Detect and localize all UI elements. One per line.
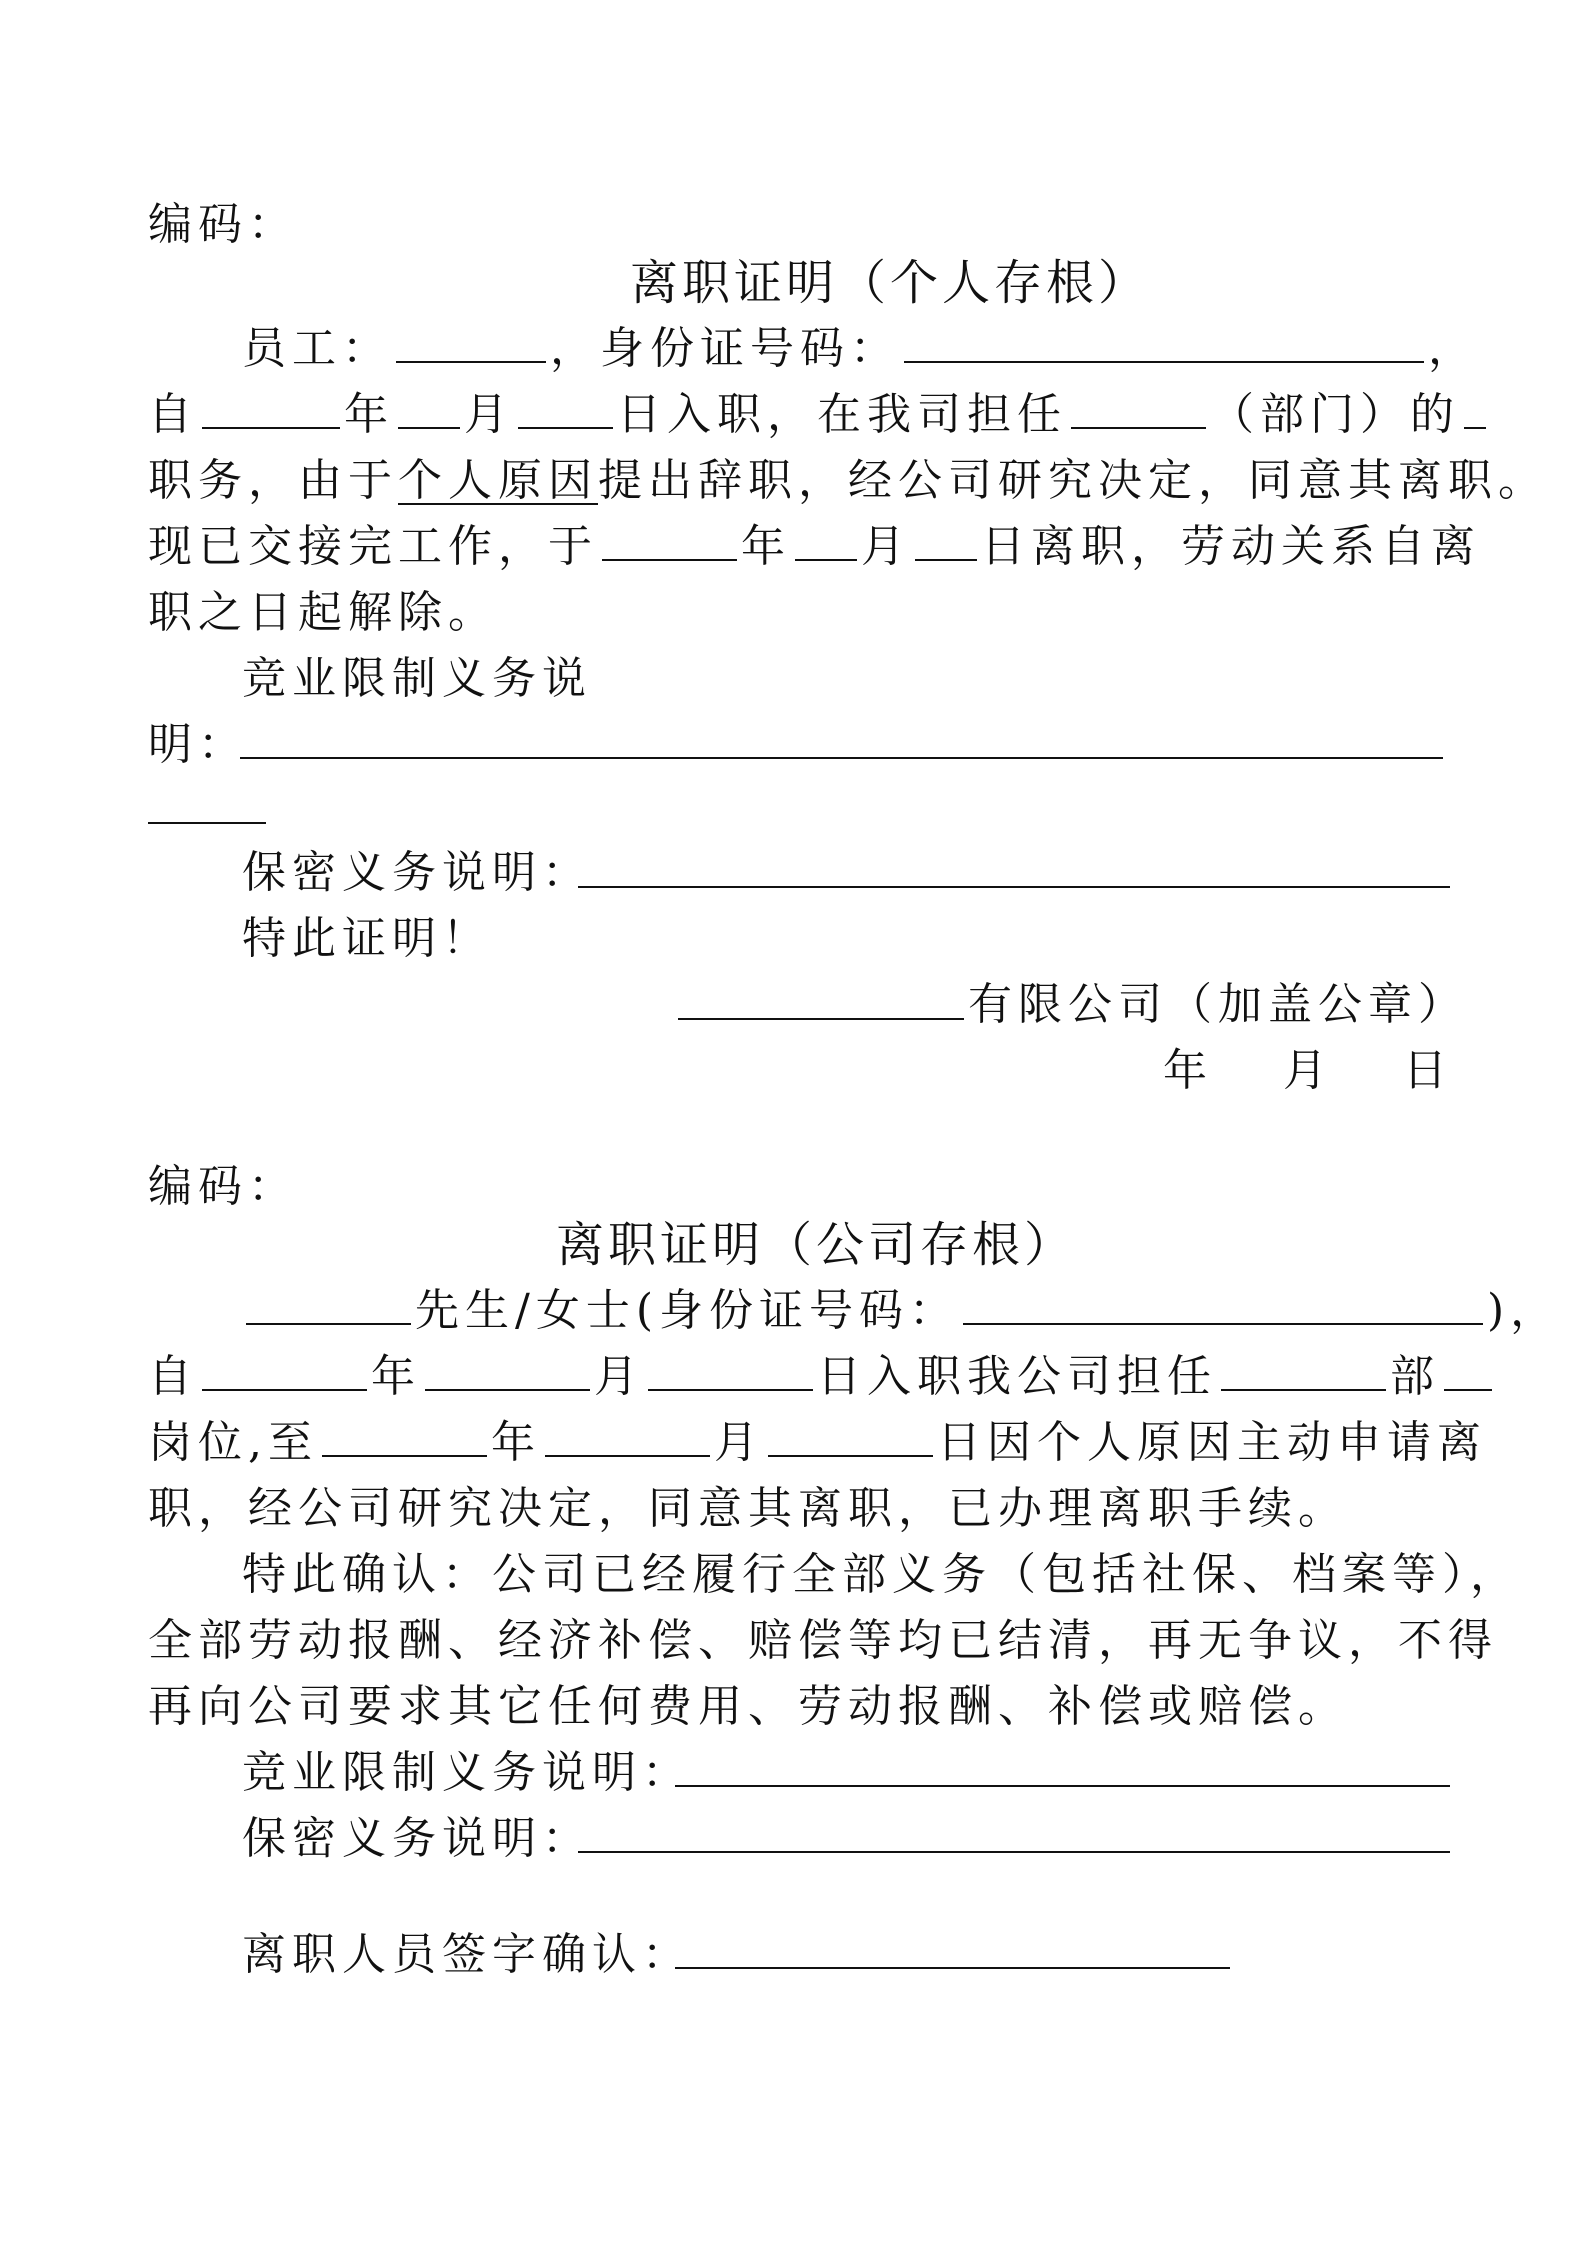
stub2-line5: 特此确认：公司已经履行全部义务（包括社保、档案等）， bbox=[242, 1549, 1520, 1600]
stub2-leave-text: 日因个人原因主动申请离 bbox=[937, 1417, 1487, 1468]
stub1-date-month: 月 bbox=[1283, 1045, 1333, 1096]
stub2-department-blank[interactable] bbox=[1221, 1349, 1386, 1391]
leave-day-blank[interactable] bbox=[915, 519, 977, 561]
stub1-dept-label: （部门）的 bbox=[1210, 389, 1460, 440]
stub2-title-sub: （公司存根） bbox=[764, 1217, 1077, 1273]
stub1-leave-year-label: 年 bbox=[741, 521, 791, 572]
join-year-blank[interactable] bbox=[202, 387, 340, 429]
stub2-post-label: 岗位,至 bbox=[148, 1417, 318, 1468]
stub1-year-label: 年 bbox=[344, 389, 394, 440]
stub1-date-year: 年 bbox=[1163, 1045, 1213, 1096]
stub2-noncompete-label: 竞业限制义务说明： bbox=[242, 1747, 692, 1798]
stub2-title bbox=[556, 1215, 1076, 1275]
noncompete-blank-1[interactable] bbox=[240, 757, 1443, 759]
stub1-line4 bbox=[148, 517, 1481, 577]
stub1-duty-label: 职务，由于 bbox=[148, 455, 398, 506]
stub1-leave-month-label: 月 bbox=[861, 521, 911, 572]
stub2-month-label: 月 bbox=[594, 1351, 644, 1402]
stub2-confidentiality-label: 保密义务说明： bbox=[242, 1813, 592, 1864]
stub2-join-text: 日入职我公司担任 bbox=[817, 1351, 1217, 1402]
join-day-blank[interactable] bbox=[518, 387, 613, 429]
id-number-blank[interactable] bbox=[904, 321, 1424, 363]
stub2-line2 bbox=[148, 1347, 1496, 1407]
stub2-line4: 职，经公司研究决定，同意其离职，已办理离职手续。 bbox=[148, 1483, 1348, 1534]
stub1-title bbox=[630, 253, 1150, 313]
stub2-line6: 全部劳动报酬、经济补偿、赔偿等均已结清，再无争议，不得 bbox=[148, 1615, 1498, 1666]
leave-month-blank[interactable] bbox=[795, 519, 857, 561]
stub2-close-paren: )， bbox=[1487, 1285, 1561, 1336]
stub1-from-label: 自 bbox=[148, 389, 198, 440]
stub1-decision-text: 提出辞职，经公司研究决定，同意其离职。 bbox=[598, 455, 1548, 506]
stub2-noncompete-blank[interactable] bbox=[675, 1785, 1450, 1787]
stub2-join-day-blank[interactable] bbox=[648, 1349, 813, 1391]
leave-year-blank[interactable] bbox=[602, 519, 737, 561]
stub2-name-blank[interactable] bbox=[246, 1283, 411, 1325]
stub1-company-seal-label: 有限公司（加盖公章） bbox=[968, 979, 1468, 1030]
stub1-id-label: ，身份证号码： bbox=[550, 323, 900, 374]
stub2-leave-month-blank[interactable] bbox=[545, 1415, 710, 1457]
signature-blank[interactable] bbox=[675, 1967, 1230, 1969]
stub2-leave-year-blank[interactable] bbox=[322, 1415, 487, 1457]
stub1-line3 bbox=[148, 451, 1548, 511]
stub1-certify-text: 特此证明！ bbox=[242, 913, 492, 964]
stub2-from-label: 自 bbox=[148, 1351, 198, 1402]
stub1-line1 bbox=[242, 319, 1478, 379]
stub1-line2 bbox=[148, 385, 1490, 445]
stub2-confidentiality-blank[interactable] bbox=[578, 1851, 1450, 1853]
stub2-title-main: 离职证明 bbox=[556, 1217, 765, 1273]
stub2-code-label: 编码： bbox=[148, 1161, 298, 1212]
stub2-line3 bbox=[148, 1413, 1487, 1473]
stub1-noncompete-label: 竞业限制义务说 bbox=[242, 653, 592, 704]
stub2-line7: 再向公司要求其它任何费用、劳动报酬、补偿或赔偿。 bbox=[148, 1681, 1348, 1732]
stub2-title-label: 先生/女士(身份证号码： bbox=[415, 1285, 959, 1336]
stub1-date-day: 日 bbox=[1403, 1045, 1453, 1096]
stub1-day-label: 日入职，在我司担任 bbox=[617, 389, 1067, 440]
stub2-id-blank[interactable] bbox=[963, 1283, 1483, 1325]
stub1-confidentiality-label: 保密义务说明： bbox=[242, 847, 592, 898]
stub2-join-year-blank[interactable] bbox=[202, 1349, 367, 1391]
stub1-comma: ， bbox=[1428, 323, 1478, 374]
stub2-leave-day-blank[interactable] bbox=[768, 1415, 933, 1457]
stub1-code-label: 编码： bbox=[148, 199, 298, 250]
join-month-blank[interactable] bbox=[398, 387, 460, 429]
stub2-join-month-blank[interactable] bbox=[425, 1349, 590, 1391]
company-name-blank[interactable] bbox=[678, 1018, 964, 1020]
stub1-title-sub: （个人存根） bbox=[838, 255, 1151, 311]
stub1-employee-label: 员工： bbox=[242, 323, 392, 374]
stub1-handover-text: 现已交接完工作，于 bbox=[148, 521, 598, 572]
stub1-noncompete-label-cont: 明： bbox=[148, 719, 248, 770]
stub2-position-blank[interactable] bbox=[1444, 1349, 1492, 1391]
noncompete-blank-2[interactable] bbox=[148, 822, 266, 824]
stub2-year-label: 年 bbox=[371, 1351, 421, 1402]
stub1-title-main: 离职证明 bbox=[630, 255, 839, 311]
resign-reason: 个人原因 bbox=[398, 455, 598, 506]
stub1-line5: 职之日起解除。 bbox=[148, 587, 498, 638]
stub2-line1 bbox=[242, 1281, 1560, 1341]
employee-name-blank[interactable] bbox=[396, 321, 546, 363]
confidentiality-blank[interactable] bbox=[578, 886, 1450, 888]
stub2-dept-label: 部 bbox=[1390, 1351, 1440, 1402]
stub1-month-label: 月 bbox=[464, 389, 514, 440]
department-blank[interactable] bbox=[1071, 387, 1206, 429]
position-blank[interactable] bbox=[1464, 387, 1486, 429]
stub2-signature-label: 离职人员签字确认： bbox=[242, 1929, 692, 1980]
stub1-leave-text: 日离职，劳动关系自离 bbox=[981, 521, 1481, 572]
stub2-leave-year-label: 年 bbox=[491, 1417, 541, 1468]
stub2-leave-month-label: 月 bbox=[714, 1417, 764, 1468]
